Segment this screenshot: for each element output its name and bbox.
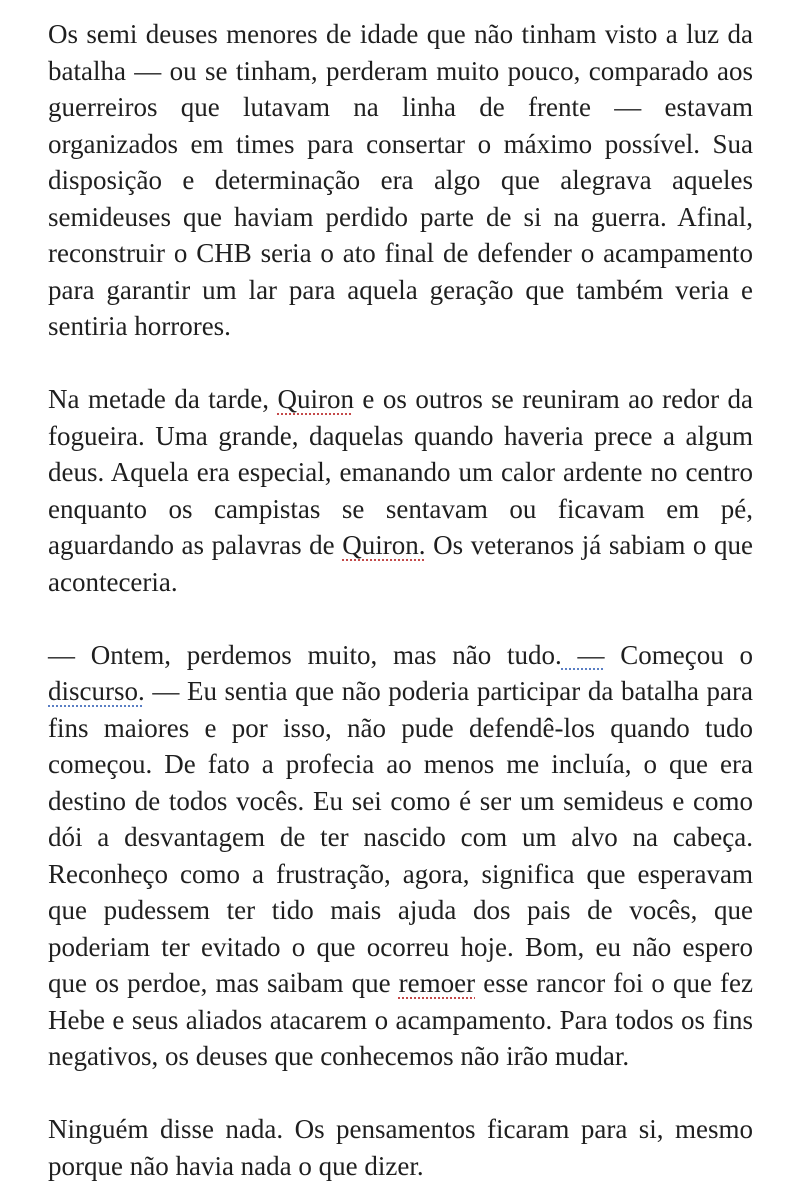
spellcheck-word-quiron[interactable]: Quiron. <box>342 530 426 560</box>
text-run: — Ontem, perdemos muito, mas não tudo. <box>48 639 562 670</box>
paragraph-1: Os semi deuses menores de idade que não tinham visto a luz da batalha — ou se tinham, perderam muito pouco, comparado aos guerreiros que lutavam na linha de frente — estavam organizados em times para consertar o máximo possível. Sua disposição e determinação era algo que alegrava aqueles semideuses que haviam perdido parte de si na guerra. Afinal, reconstruir o CHB seria o ato final de defender o acampamento para garantir um lar para aquela geração que também veria e sentiria horrores. <box>48 19 753 341</box>
paragraph-3 <box>48 637 753 1075</box>
grammar-mark-dash[interactable]: — <box>561 639 605 670</box>
grammar-mark-discurso[interactable]: discurso. <box>48 676 145 706</box>
text-run: — Eu sentia que não poderia participar da batalha para fins maiores e por isso, não pude defendê-los quando tudo começou. De fato a profecia ao menos me incluía, o que era destino de todos vocês. Eu sei como é ser um semideus e como dói a desvantagem de ter nascido com um alvo na cabeça. Reconheço como a frustração, agora, significa que esperavam que pudessem ter tido mais ajuda dos pais de vocês, que poderiam ter evitado o que ocorreu hoje. Bom, eu não espero que os perdoe, mas saibam que <box>48 676 753 998</box>
document-body <box>48 16 753 1184</box>
spellcheck-word-quiron[interactable]: Quiron <box>277 384 354 414</box>
spellcheck-word-remoer[interactable]: remoer <box>398 968 476 998</box>
paragraph-2 <box>48 381 753 600</box>
text-run: Os veteranos já sabiam o que aconteceria. <box>48 530 754 597</box>
text-run: Na metade da tarde, <box>48 384 278 414</box>
paragraph-4: Ninguém disse nada. Os pensamentos ficaram para si, mesmo porque não havia nada o que dizer. <box>48 1114 753 1181</box>
text-run: esse rancor foi o que fez Hebe e seus aliados atacarem o acampamento. Para todos os fins negativos, os deuses que conhecemos não irão mudar. <box>48 968 754 1071</box>
text-run: Começou o <box>604 639 754 670</box>
text-run: e os outros se reuniram ao redor da fogueira. Uma grande, daquelas quando haveria prece a algum deus. Aquela era especial, emanando um calor ardente no centro enquanto os campistas se sentavam ou ficavam em pé, aguardando as palavras de <box>48 384 753 560</box>
